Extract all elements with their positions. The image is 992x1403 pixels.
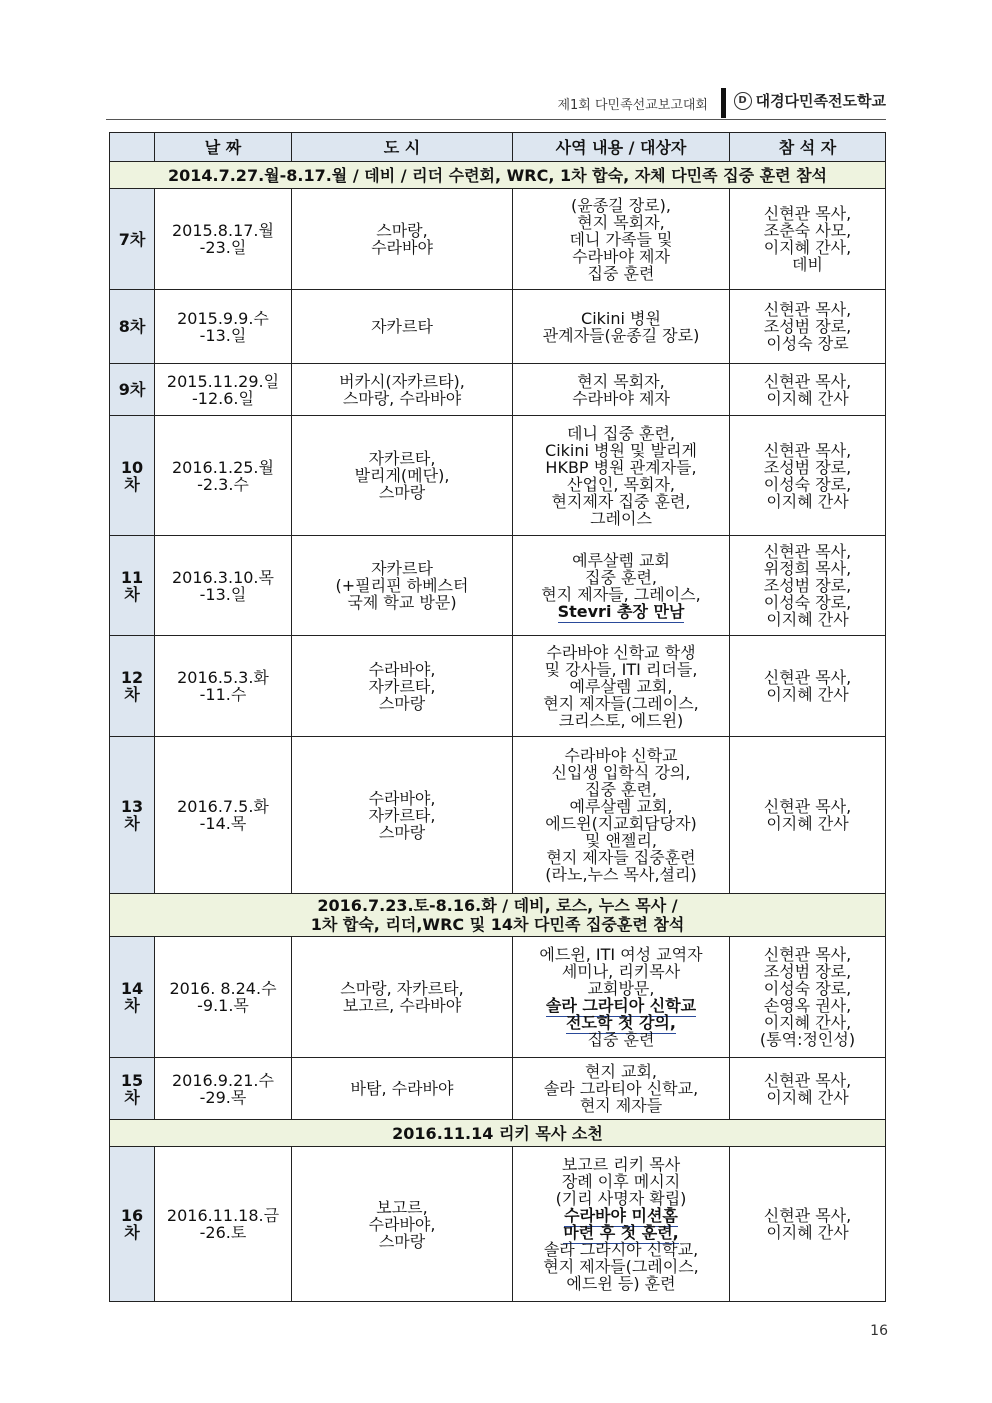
row-date: 2016.3.10.목 -13.일 bbox=[155, 536, 292, 636]
row-date: 2016.9.21.수 -29.목 bbox=[155, 1058, 292, 1120]
content-text: 보고르 리키 목사 장례 이후 메시지 (기리 사명자 확립) bbox=[555, 1155, 687, 1208]
row-content bbox=[513, 636, 730, 737]
row-attendees: 신현관 목사, 위정희 목사, 조성범 장로, 이성숙 장로, 이지혜 간사 bbox=[730, 536, 886, 636]
row-city: 자카르타 bbox=[292, 290, 513, 364]
col-header-date: 날 짜 bbox=[155, 133, 292, 162]
row-content bbox=[513, 536, 730, 636]
content-text: 예루살렘 교회 집중 훈련, 현지 제자들, 그레이스, bbox=[541, 550, 701, 604]
content-text: (윤종길 장로), 현지 목회자, 데니 가족들 및 수라바야 제자 집중 훈련 bbox=[569, 195, 673, 283]
content-text: 데니 집중 훈련, Cikini 병원 및 발리게 HKBP 병원 관계자들, 산업인, 목회자, 현지제자 집중 훈련, 그레이스 bbox=[545, 423, 697, 528]
logo-text: 대경다민족전도학교 bbox=[755, 92, 886, 110]
row-city: 수라바야, 자카르타, 스마랑 bbox=[292, 737, 513, 894]
table-row bbox=[110, 937, 886, 1058]
table-row bbox=[110, 737, 886, 894]
content-text: 현지 교회, 솔라 그라티아 신학교, 현지 제자들 bbox=[543, 1062, 699, 1115]
col-header-num bbox=[110, 133, 155, 162]
row-attendees: 신현관 목사, 이지혜 간사 bbox=[730, 1147, 886, 1302]
table-row bbox=[110, 364, 886, 416]
row-attendees: 신현관 목사, 조성범 장로, 이성숙 장로, 손영옥 권사, 이지혜 간사, (통역:정인성) bbox=[730, 937, 886, 1058]
row-content bbox=[513, 290, 730, 364]
page-number: 16 bbox=[870, 1323, 888, 1339]
row-content bbox=[513, 416, 730, 536]
row-number: 11 차 bbox=[110, 536, 155, 636]
row-city: 보고르, 수라바야, 스마랑 bbox=[292, 1147, 513, 1302]
content-highlight-text: Stevri 총장 만남 bbox=[557, 601, 685, 621]
report-title: 제1회 다민족선교보고대회 bbox=[557, 98, 708, 113]
content-highlight bbox=[517, 1224, 725, 1241]
content-highlight bbox=[517, 603, 725, 620]
table-row bbox=[110, 536, 886, 636]
row-date: 2016. 8.24.수 -9.1.목 bbox=[155, 937, 292, 1058]
content-text: 현지 목회자, 수라바야 제자 bbox=[572, 371, 670, 408]
row-attendees: 신현관 목사, 이지혜 간사 bbox=[730, 1058, 886, 1120]
row-attendees: 신현관 목사, 이지혜 간사 bbox=[730, 364, 886, 416]
content-text: 솔라 그라시아 신학교, 현지 제자들(그레이스, 에드윈 등) 훈련 bbox=[543, 1240, 699, 1293]
mission-schedule-table bbox=[109, 132, 886, 1302]
row-attendees: 신현관 목사, 이지혜 간사 bbox=[730, 737, 886, 894]
row-number: 16 차 bbox=[110, 1147, 155, 1302]
row-content bbox=[513, 1058, 730, 1120]
row-attendees: 신현관 목사, 조성범 장로, 이성숙 장로, 이지혜 간사 bbox=[730, 416, 886, 536]
page-header bbox=[106, 88, 886, 118]
table-row bbox=[110, 189, 886, 290]
row-date: 2015.8.17.월 -23.일 bbox=[155, 189, 292, 290]
table-row bbox=[110, 290, 886, 364]
content-highlight bbox=[517, 997, 725, 1014]
school-logo bbox=[734, 90, 886, 111]
content-highlight-text: 수라바야 미션홈 bbox=[564, 1206, 678, 1225]
row-date: 2015.11.29.일 -12.6.일 bbox=[155, 364, 292, 416]
col-header-content: 사역 내용 / 대상자 bbox=[513, 133, 730, 162]
row-number: 7차 bbox=[110, 189, 155, 290]
table-row bbox=[110, 636, 886, 737]
section-divider-row bbox=[110, 1120, 886, 1147]
header-rule bbox=[106, 119, 886, 120]
section-divider-text: 2016.11.14 리키 목사 소천 bbox=[110, 1120, 886, 1147]
row-city: 수라바야, 자카르타, 스마랑 bbox=[292, 636, 513, 737]
row-attendees: 신현관 목사, 이지혜 간사 bbox=[730, 636, 886, 737]
row-date: 2016.1.25.월 -2.3.수 bbox=[155, 416, 292, 536]
row-city: 스마랑, 자카르타, 보고르, 수라바야 bbox=[292, 937, 513, 1058]
section-divider-row bbox=[110, 162, 886, 189]
row-number: 12 차 bbox=[110, 636, 155, 737]
table-body bbox=[110, 162, 886, 1302]
content-text: 수라바야 신학교 학생 및 강사들, ITI 리더들, 예루살렘 교회, 현지 제자들(그레이스, 크리스토, 에드윈) bbox=[543, 642, 699, 730]
row-city: 스마랑, 수라바야 bbox=[292, 189, 513, 290]
content-highlight-text: 마련 후 첫 훈련, bbox=[563, 1223, 679, 1242]
row-content bbox=[513, 937, 730, 1058]
content-highlight-text: 전도학 첫 강의, bbox=[566, 1013, 676, 1032]
row-number: 9차 bbox=[110, 364, 155, 416]
row-date: 2016.5.3.화 -11.수 bbox=[155, 636, 292, 737]
content-text: 에드윈, ITI 여성 교역자 세미나, 리키목사 교회방문, bbox=[539, 945, 703, 998]
content-text: 집중 훈련 bbox=[587, 1030, 655, 1049]
row-number: 14 차 bbox=[110, 937, 155, 1058]
row-date: 2016.11.18.금 -26.토 bbox=[155, 1147, 292, 1302]
row-content bbox=[513, 364, 730, 416]
row-city: 버카시(자카르타), 스마랑, 수라바야 bbox=[292, 364, 513, 416]
row-attendees: 신현관 목사, 조성범 장로, 이성숙 장로 bbox=[730, 290, 886, 364]
row-date: 2015.9.9.수 -13.일 bbox=[155, 290, 292, 364]
row-date: 2016.7.5.화 -14.목 bbox=[155, 737, 292, 894]
col-header-attendees: 참 석 자 bbox=[730, 133, 886, 162]
content-highlight bbox=[517, 1207, 725, 1224]
row-number: 15 차 bbox=[110, 1058, 155, 1120]
section-divider-text: 2016.7.23.토-8.16.화 / 데비, 로스, 누스 목사 / 1차 합숙, 리더,WRC 및 14차 다민족 집중훈련 참석 bbox=[110, 894, 886, 937]
row-number: 8차 bbox=[110, 290, 155, 364]
row-city: 자카르타 (+필리핀 하베스터 국제 학교 방문) bbox=[292, 536, 513, 636]
header-divider-bar bbox=[721, 88, 726, 118]
table-row bbox=[110, 1058, 886, 1120]
table-row bbox=[110, 1147, 886, 1302]
logo-mark-icon: D bbox=[734, 92, 752, 110]
table-header-row bbox=[110, 133, 886, 162]
row-content bbox=[513, 189, 730, 290]
row-number: 13 차 bbox=[110, 737, 155, 894]
content-text: Cikini 병원 관계자들(윤종길 장로) bbox=[542, 308, 700, 345]
section-divider-row bbox=[110, 894, 886, 937]
content-highlight-text: 솔라 그라티아 신학교 bbox=[545, 996, 697, 1015]
section-divider-text: 2014.7.27.월-8.17.월 / 데비 / 리더 수련회, WRC, 1차 합숙, 자체 다민족 집중 훈련 참석 bbox=[110, 162, 886, 189]
row-city: 자카르타, 발리게(메단), 스마랑 bbox=[292, 416, 513, 536]
row-attendees: 신현관 목사, 조춘숙 사모, 이지혜 간사, 데비 bbox=[730, 189, 886, 290]
row-city: 바탐, 수라바야 bbox=[292, 1058, 513, 1120]
col-header-city: 도 시 bbox=[292, 133, 513, 162]
row-content bbox=[513, 737, 730, 894]
table-row bbox=[110, 416, 886, 536]
row-content bbox=[513, 1147, 730, 1302]
row-number: 10 차 bbox=[110, 416, 155, 536]
content-text: 수라바야 신학교 신입생 입학식 강의, 집중 훈련, 예루살렘 교회, 에드윈(지교회담당자) 및 앤젤리, 현지 제자들 집중훈련 (라노,누스 목사,셜리) bbox=[545, 746, 697, 884]
